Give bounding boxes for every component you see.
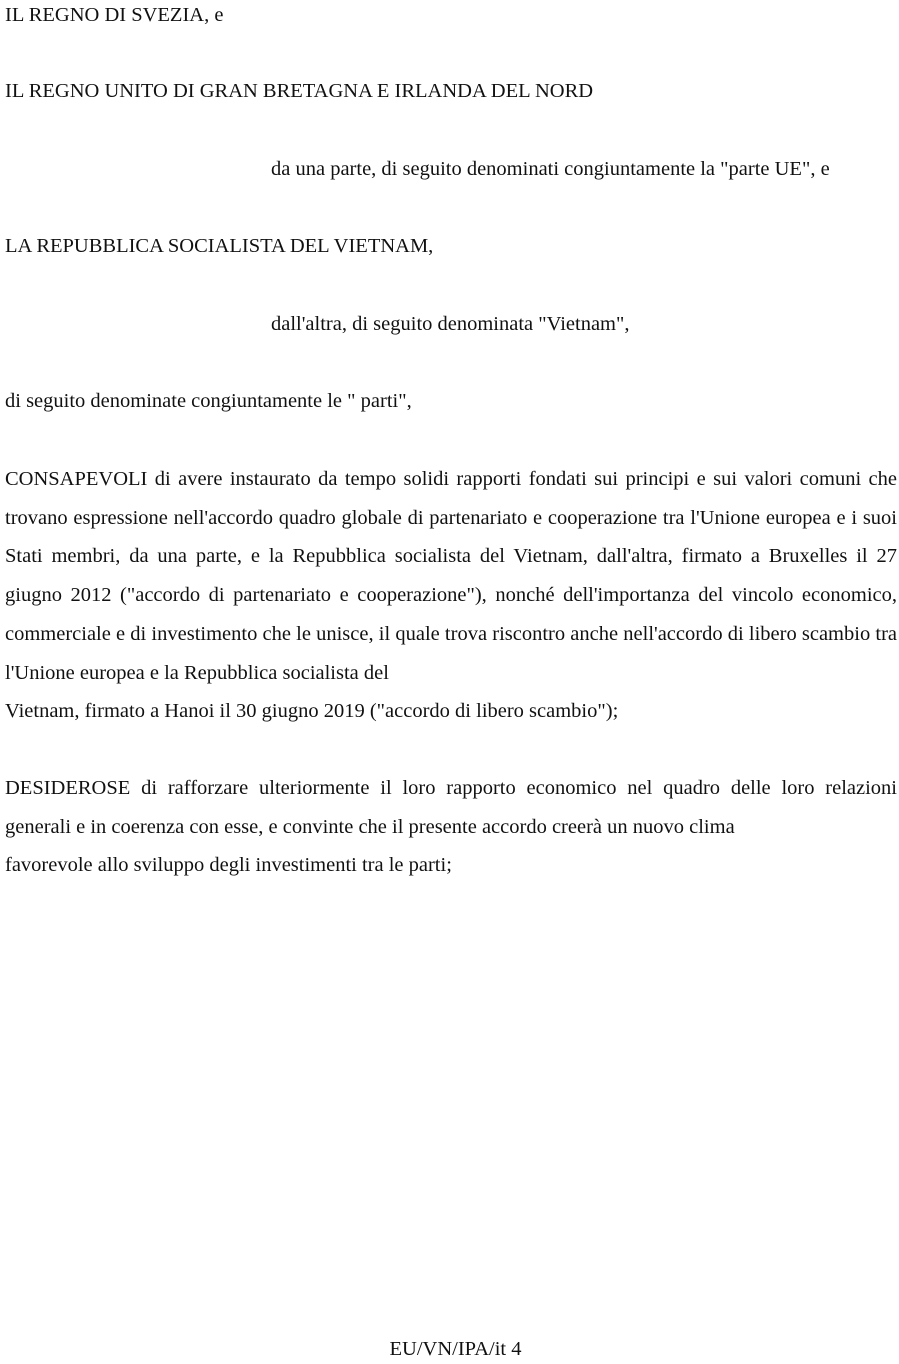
party-uk: IL REGNO UNITO DI GRAN BRETAGNA E IRLANDA DEL NORD bbox=[5, 80, 594, 102]
party-vietnam: LA REPUBBLICA SOCIALISTA DEL VIETNAM, bbox=[5, 235, 434, 257]
vietnam-side-note: dall'altra, di seguito denominata "Vietnam", bbox=[271, 313, 630, 335]
eu-side-note: da una parte, di seguito denominati congiuntamente la "parte UE", e bbox=[271, 158, 830, 180]
recital-line: CONSAPEVOLI di avere instaurato da tempo solidi rapporti fondati sui principi e sui valori bbox=[5, 468, 793, 490]
recital-line: comuni che trovano espressione nell'accordo quadro globale di partenariato e cooperazione tra bbox=[5, 468, 898, 529]
page-reference-footer: EU/VN/IPA/it 4 bbox=[389, 1338, 522, 1360]
recital-line: dall'altra, firmato a Bruxelles il 27 giugno 2012 ("accordo di partenariato e cooperazione"), nonché bbox=[5, 545, 897, 607]
recital-line: riscontro anche nell'accordo di libero scambio tra l'Unione europea e la Repubblica socialista del bbox=[5, 622, 897, 684]
recital-desiderose bbox=[5, 769, 897, 885]
party-sweden: IL REGNO DI SVEZIA, e bbox=[5, 4, 224, 26]
recital-line: l'Unione europea e i suoi Stati membri, da una parte, e la Repubblica socialista del Vietnam, bbox=[5, 506, 897, 568]
recital-line: favorevole allo sviluppo degli investimenti tra le parti; bbox=[5, 854, 452, 877]
recital-line: Vietnam, firmato a Hanoi il 30 giugno 2019 ("accordo di libero scambio"); bbox=[5, 700, 619, 723]
recital-line: relazioni generali e in coerenza con esse, e convinte che il presente accordo creerà un nuovo clima bbox=[5, 777, 898, 838]
recital-line: dell'importanza del vincolo economico, commerciale e di investimento che le unisce, il quale trova bbox=[5, 584, 897, 645]
recital-consapevoli bbox=[5, 460, 897, 731]
recital-line: DESIDEROSE di rafforzare ulteriormente il loro rapporto economico nel quadro delle loro bbox=[5, 777, 815, 799]
joint-parties-note: di seguito denominate congiuntamente le " parti", bbox=[5, 390, 412, 412]
